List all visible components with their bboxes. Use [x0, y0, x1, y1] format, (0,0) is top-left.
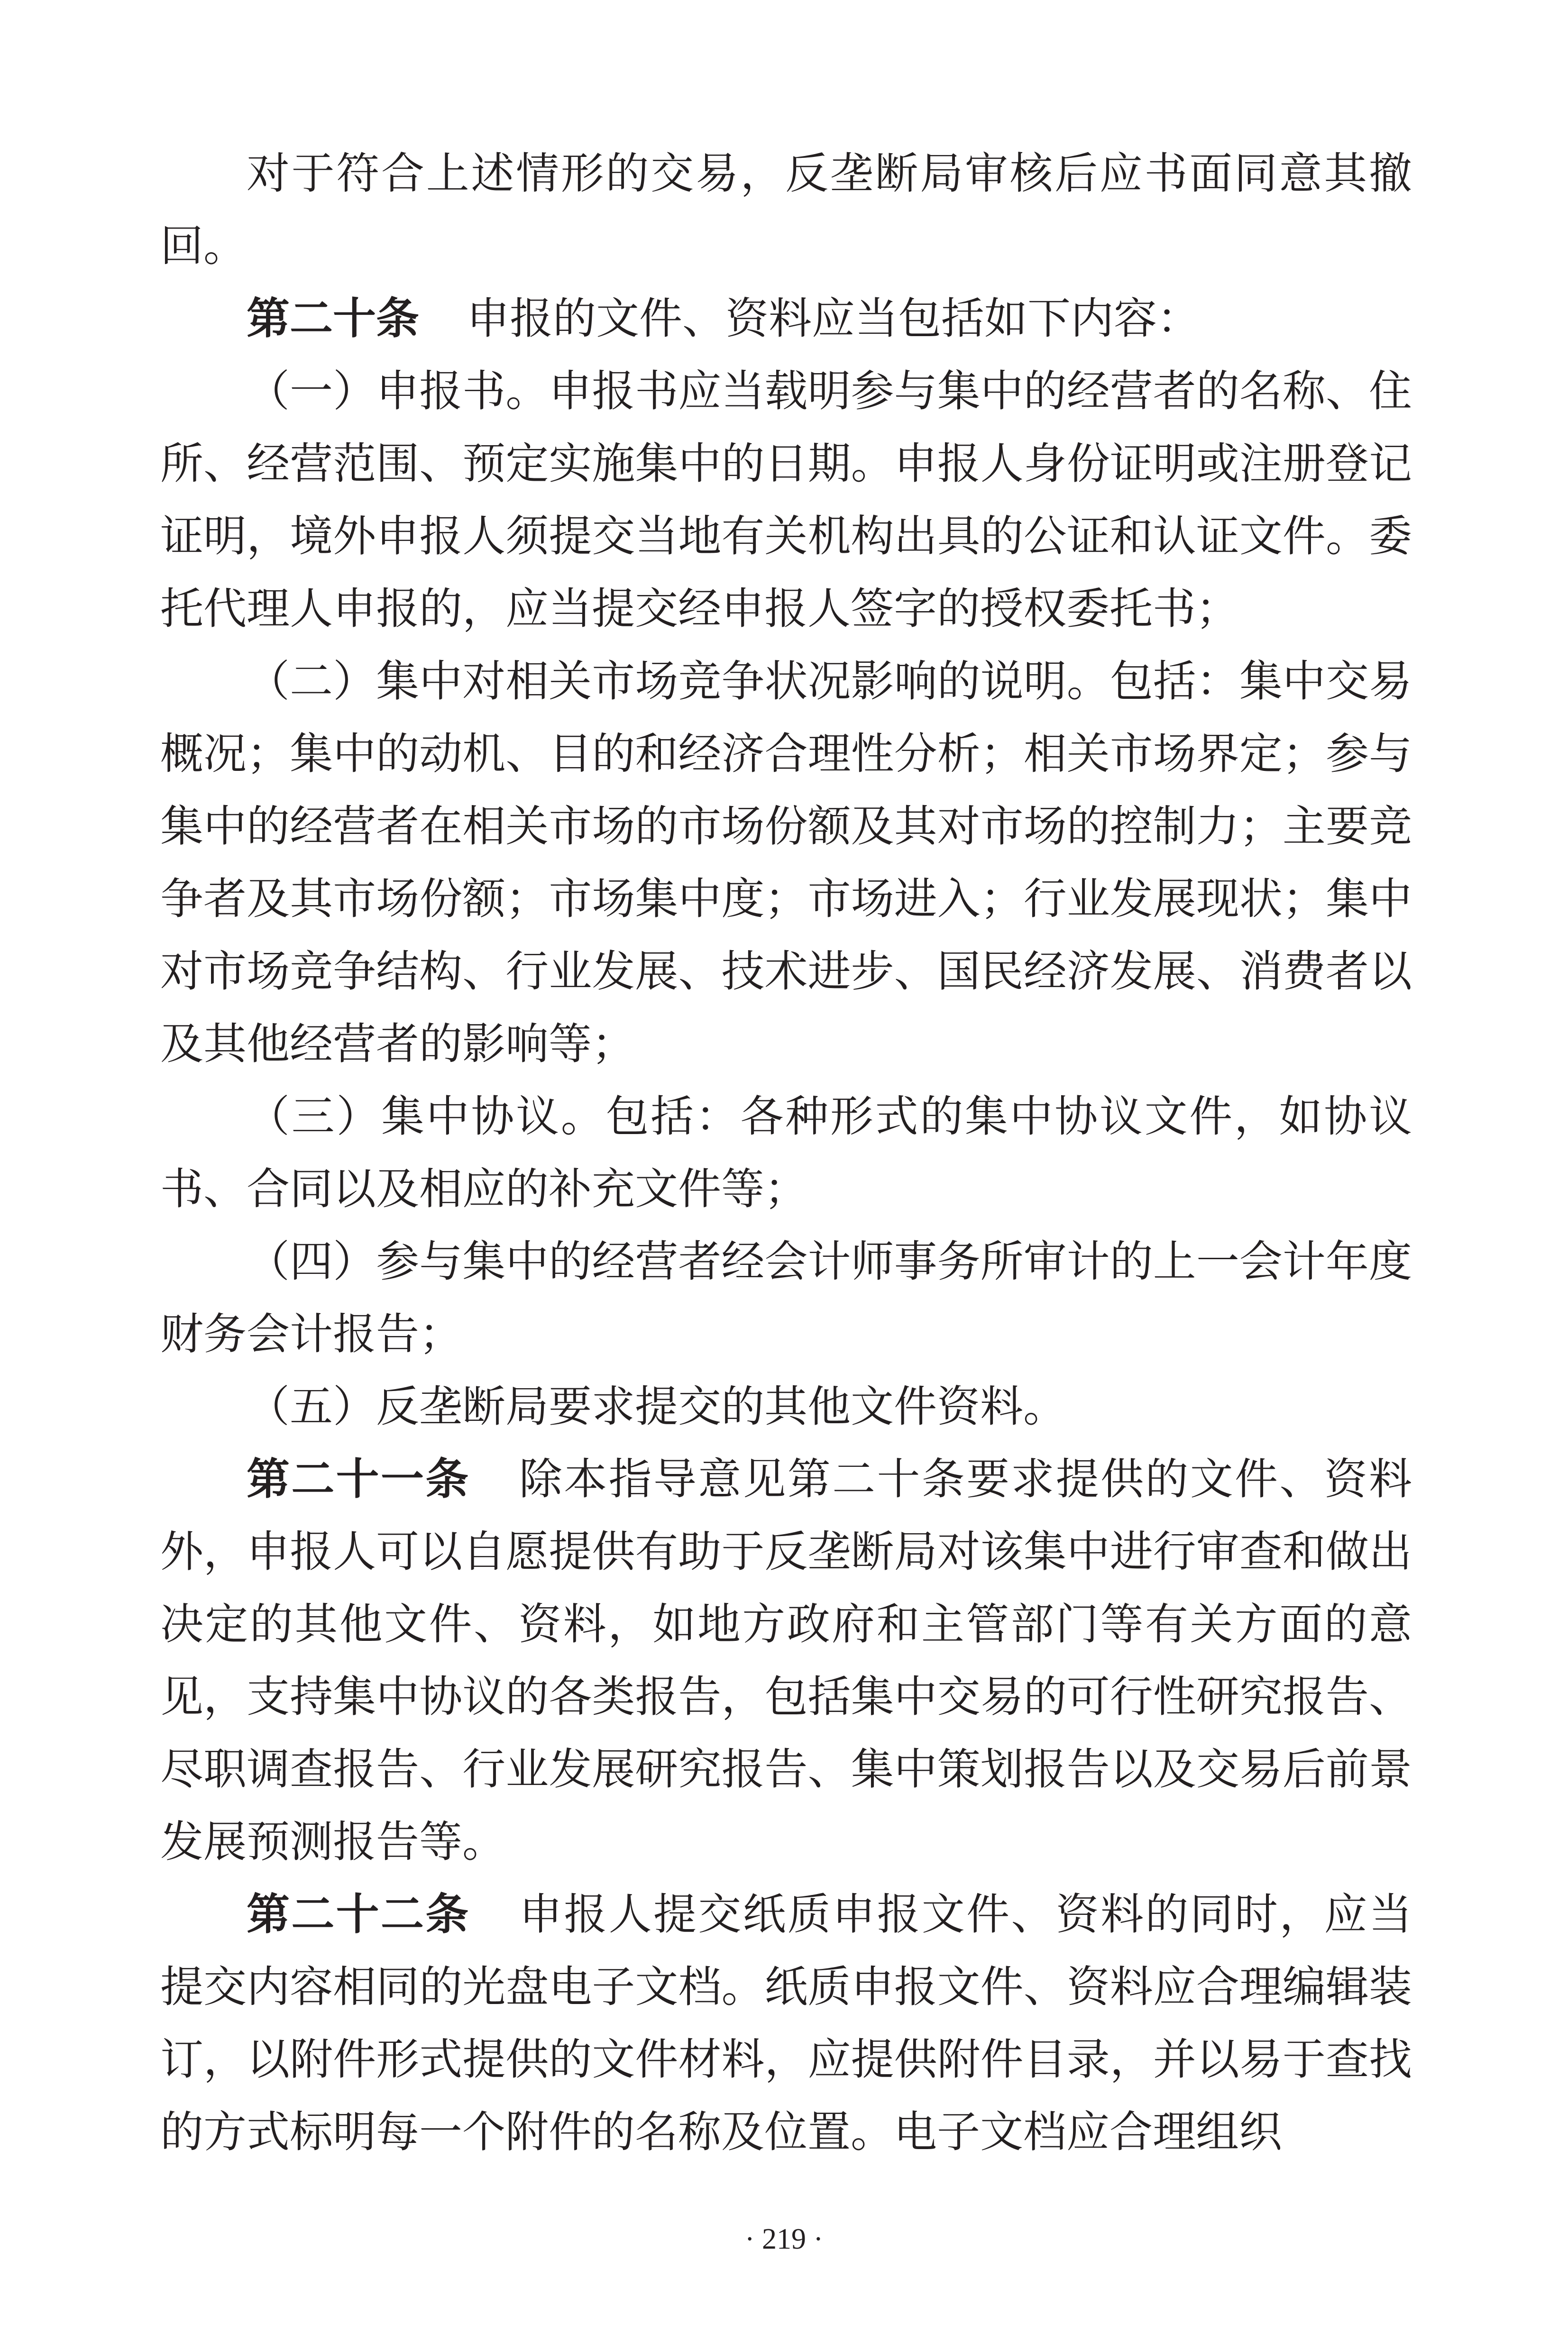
article-heading: 第二十一条: [247, 1455, 470, 1504]
list-item-5: [160, 1371, 1412, 1443]
paragraph-text: （二）集中对相关市场竞争状况影响的说明。包括：集中交易概况；集中的动机、目的和经济合理性分析；相关市场界定；参与集中的经营者在相关市场的市场份额及其对市场的控制力；主要竞争者及其市场份额；市场集中度；市场进入；行业发展现状；集中对市场竞争结构、行业发展、技术进步、国民经济发展、消费者以及其他经营者的影响等；: [160, 657, 1412, 1069]
list-item-2: [160, 645, 1412, 1080]
paragraph-text: 申报的文件、资料应当包括如下内容：: [467, 294, 1201, 344]
article-22: [160, 1878, 1412, 2169]
paragraph-withdrawal-consent: [160, 137, 1412, 283]
paragraph-text: 除本指导意见第二十条要求提供的文件、资料外，申报人可以自愿提供有助于反垄断局对该集中进行审查和做出决定的其他文件、资料，如地方政府和主管部门等有关方面的意见，支持集中协议的各类报告，包括集中交易的可行性研究报告、尽职调查报告、行业发展研究报告、集中策划报告以及交易后前景发展预测报告等。: [160, 1455, 1412, 1867]
paragraph-text: （三）集中协议。包括：各种形式的集中协议文件，如协议书、合同以及相应的补充文件等；: [160, 1092, 1412, 1214]
article-20: [160, 283, 1412, 355]
list-item-1: [160, 355, 1412, 645]
paragraph-text: （四）参与集中的经营者经会计师事务所审计的上一会计年度财务会计报告；: [160, 1237, 1412, 1359]
paragraph-text: 申报人提交纸质申报文件、资料的同时，应当提交内容相同的光盘电子文档。纸质申报文件、资料应合理编辑装订，以附件形式提供的文件材料，应提供附件目录，并以易于查找的方式标明每一个附件的名称及位置。电子文档应合理组织: [160, 1890, 1412, 2157]
paragraph-text: 对于符合上述情形的交易，反垄断局审核后应书面同意其撤回。: [160, 149, 1412, 271]
list-item-4: [160, 1226, 1412, 1371]
paragraph-text: （五）反垄断局要求提交的其他文件资料。: [247, 1382, 1067, 1432]
paragraph-text: （一）申报书。申报书应当载明参与集中的经营者的名称、住所、经营范围、预定实施集中的日期。申报人身份证明或注册登记证明，境外申报人须提交当地有关机构出具的公证和认证文件。委托代理人申报的，应当提交经申报人签字的授权委托书；: [160, 366, 1412, 634]
article-heading: 第二十二条: [247, 1890, 470, 1940]
article-heading: 第二十条: [247, 294, 420, 344]
body-text: [160, 137, 1412, 2169]
list-item-3: [160, 1080, 1412, 1226]
page-number: · 219 ·: [744, 2223, 824, 2255]
article-21: [160, 1443, 1412, 1878]
